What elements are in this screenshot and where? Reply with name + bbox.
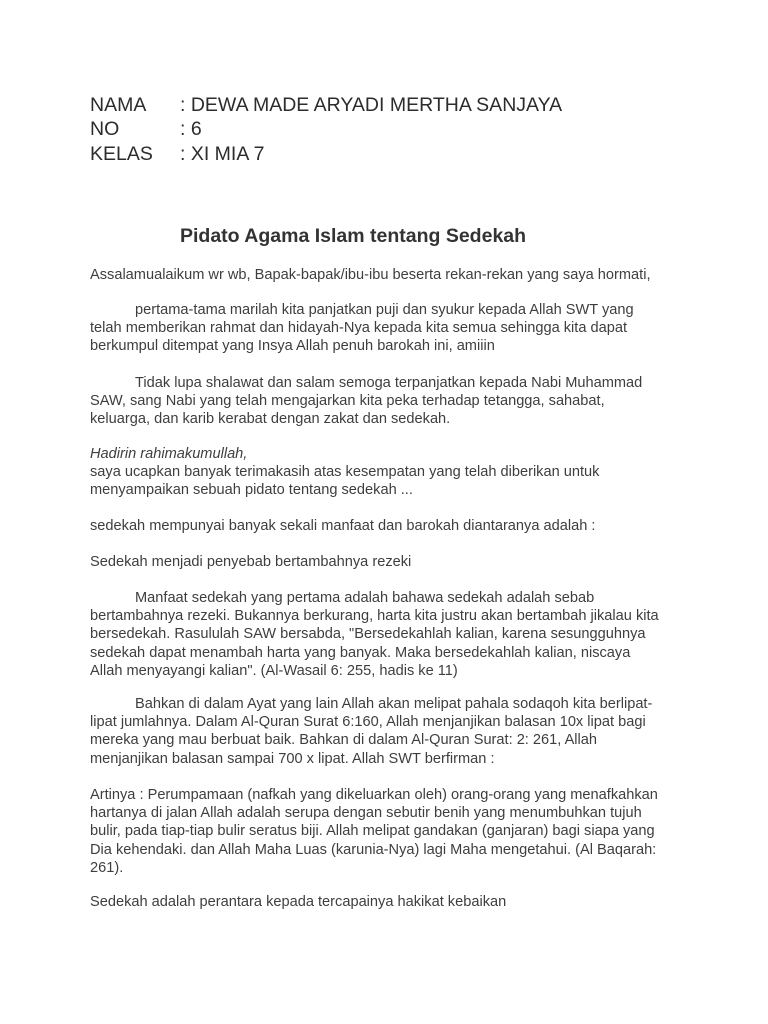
paragraph-quran-verses	[90, 695, 702, 768]
paragraph-hadirin	[90, 445, 702, 500]
text-line: Sedekah adalah perantara kepada tercapainya hakikat kebaikan	[90, 894, 507, 910]
text-line: mereka yang mau berbuat baik. Bahkan di dalam Al-Quran Surat: 2: 261, Allah	[90, 732, 598, 749]
text-line: bulir, pada tiap-tiap bulir seratus biji. Allah melipat gandakan (ganjaran) bagi siapa yang	[90, 823, 655, 840]
text-line: menyampaikan sebuah pidato tentang sedekah ...	[90, 482, 413, 499]
paragraph-shalawat	[90, 374, 702, 429]
paragraph-greeting	[90, 266, 702, 284]
text-line: menjanjikan balasan sampai 700 x lipat. Allah SWT berfirman :	[90, 750, 495, 767]
text-line: bertambahnya rezeki. Bukannya berkurang, harta kita justru akan bertambah jikalau kita	[90, 608, 659, 625]
name-value: : DEWA MADE ARYADI MERTHA SANJAYA	[180, 94, 563, 116]
header-row-number	[90, 117, 562, 141]
text-line: Dia kehendaki. dan Allah Maha Luas (karunia-Nya) lagi Maha mengetahui. (Al Baqarah:	[90, 841, 657, 858]
text-line: pertama-tama marilah kita panjatkan puji dan syukur kepada Allah SWT yang	[135, 302, 634, 318]
number-key: NO	[90, 118, 120, 141]
number-value: : 6	[180, 118, 202, 141]
text-line: telah memberikan rahmat dan hidayah-Nya kepada kita semua sehingga kita dapat	[90, 320, 628, 337]
text-line: Artinya : Perumpamaan (nafkah yang dikeluarkan oleh) orang-orang yang menafkahkan	[90, 787, 658, 803]
text-line: 261).	[90, 859, 124, 876]
text-line: Bahkan di dalam Ayat yang lain Allah akan melipat pahala sodaqoh kita berlipat-	[135, 696, 653, 712]
paragraph-subheading-kebaikan	[90, 893, 702, 911]
class-value: : XI MIA 7	[180, 142, 265, 165]
paragraph-first-benefit	[90, 589, 702, 680]
class-key: KELAS	[90, 142, 153, 165]
text-line: berkumpul ditempat yang Insya Allah penuh barokah ini, amiiin	[90, 338, 495, 355]
text-line: Manfaat sedekah yang pertama adalah bahawa sedekah adalah sebab	[135, 590, 595, 606]
document-title: Pidato Agama Islam tentang Sedekah	[180, 225, 527, 247]
paragraph-benefits-intro	[90, 517, 702, 535]
text-line: Tidak lupa shalawat dan salam semoga terpanjatkan kepada Nabi Muhammad	[135, 375, 643, 391]
paragraph-translation	[90, 786, 702, 877]
text-line: hartanya di jalan Allah adalah serupa dengan sebutir benih yang menumbuhkan tujuh	[90, 805, 642, 822]
text-line: sedekah dapat menambah harta yang banyak. Maka bersedekahlah kalian, niscaya	[90, 644, 631, 661]
text-line: keluarga, dan karib kerabat dengan zakat dan sedekah.	[90, 411, 451, 428]
paragraph-praise	[90, 301, 702, 356]
text-line: SAW, sang Nabi yang telah mengajarkan kita peka terhadap tetangga, sahabat,	[90, 393, 605, 410]
text-line: Sedekah menjadi penyebab bertambahnya rezeki	[90, 554, 412, 570]
student-info-header	[90, 93, 562, 166]
text-line: saya ucapkan banyak terimakasih atas kesempatan yang telah diberikan untuk	[90, 464, 600, 481]
name-key: NAMA	[90, 94, 147, 116]
text-line: sedekah mempunyai banyak sekali manfaat dan barokah diantaranya adalah :	[90, 518, 596, 534]
header-row-class	[90, 142, 562, 166]
text-line: Assalamualaikum wr wb, Bapak-bapak/ibu-ibu beserta rekan-rekan yang saya hormati,	[90, 267, 651, 283]
text-line: Hadirin rahimakumullah,	[90, 446, 248, 462]
header-row-name	[90, 93, 562, 117]
text-line: lipat jumlahnya. Dalam Al-Quran Surat 6:160, Allah menjanjikan balasan 10x lipat bagi	[90, 714, 646, 731]
text-line: Allah menyayangi kalian". (Al-Wasail 6: 255, hadis ke 11)	[90, 662, 458, 679]
text-line: bersedekah. Rasululah SAW bersabda, "Bersedekahlah kalian, karena sesungguhnya	[90, 626, 646, 643]
paragraph-subheading-rezeki	[90, 553, 702, 571]
